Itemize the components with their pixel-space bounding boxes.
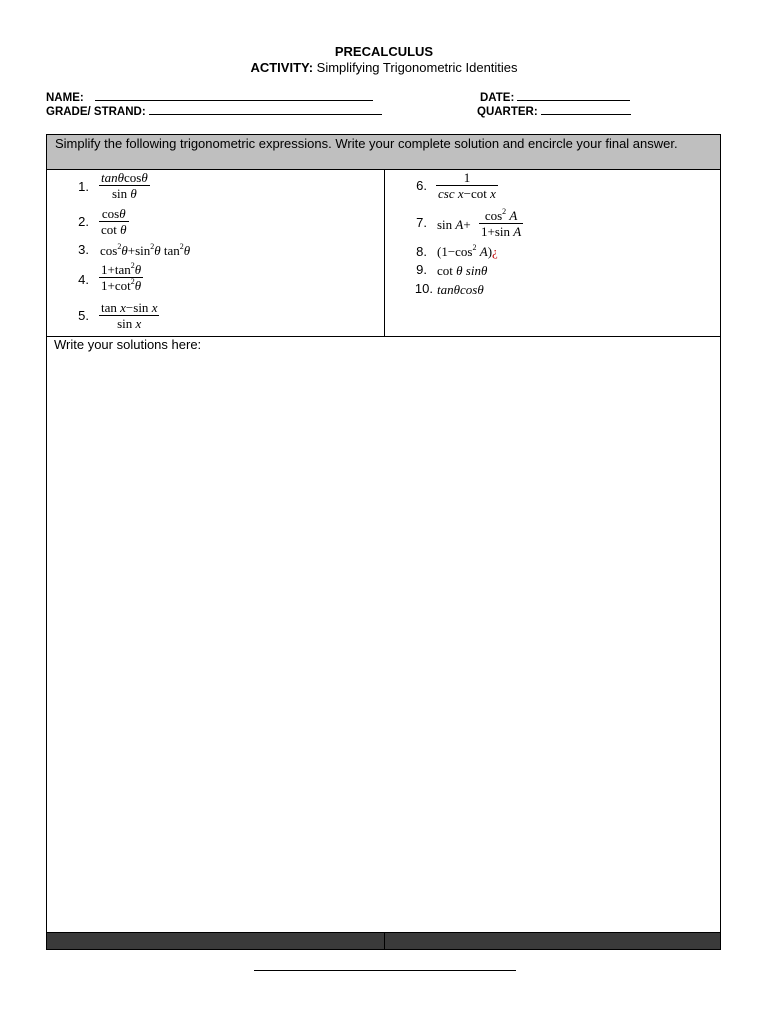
quarter-label: QUARTER: (477, 106, 538, 118)
item-number-8: 8. (416, 244, 427, 259)
quarter-blank[interactable] (541, 103, 631, 115)
expression-9: cot θ sinθ (437, 263, 488, 278)
activity-subtitle (0, 60, 768, 75)
instructions: Simplify the following trigonometric expressions. Write your complete solution and encircle your final answer. (47, 135, 720, 170)
item-number-10: 10. (414, 281, 433, 296)
signature-line (254, 970, 516, 971)
item-number-9: 9. (416, 262, 427, 277)
name-field (46, 89, 373, 104)
footer-bar (47, 932, 720, 949)
expression-4: $\frac{1+\tan^2\theta}{1+\cot^2\theta}$ (101, 261, 142, 293)
expression-5: $\frac{\text{tan x−sin x}}{\text{sin x}}$ (101, 300, 158, 331)
solutions-label: Write your solutions here: (54, 337, 202, 352)
item-number-7: 7. (416, 215, 427, 230)
footer-divider (384, 933, 385, 949)
expression-1: $\frac{\tan\theta\cos\theta}{\text{sin θ}}$ (101, 170, 148, 201)
item-number-5: 5. (78, 308, 89, 323)
problems-left-column (47, 170, 385, 337)
activity-sheet (46, 134, 721, 950)
expression-7-fraction: $\frac{\cos^2 A}{\text{1+sin A}}$ (481, 207, 522, 239)
expression-6: 1 csc x−cot x (438, 170, 496, 201)
activity-label: ACTIVITY: (250, 60, 314, 75)
item-number-4: 4. (78, 272, 89, 287)
page-title: PRECALCULUS (334, 44, 434, 59)
item-number-3: 3. (78, 242, 89, 257)
date-field (480, 89, 630, 104)
expression-2: $\frac{\cos\theta}{\text{cot θ}}$ (101, 206, 127, 237)
grade-field (46, 103, 382, 118)
item-number-1: 1. (78, 179, 89, 194)
grade-label: GRADE/ STRAND: (46, 106, 146, 118)
problems-right-column (385, 170, 720, 337)
date-blank[interactable] (517, 89, 630, 101)
grade-blank[interactable] (149, 103, 382, 115)
item-number-6: 6. (416, 178, 427, 193)
expression-8: ($1-\cos^2$ A)¿ (437, 243, 498, 259)
quarter-field (477, 103, 631, 118)
expression-7-prefix: sin A+ (437, 217, 471, 232)
item-number-2: 2. (78, 214, 89, 229)
expression-3: $\cos^2\theta+\sin^2\theta$ $\tan^2\theta$ (100, 242, 191, 258)
expression-10: tanθcosθ (437, 282, 484, 297)
name-blank[interactable] (95, 89, 373, 101)
name-label: NAME: (46, 92, 84, 104)
date-label: DATE: (480, 92, 515, 104)
activity-text: Simplifying Trigonometric Identities (316, 60, 518, 75)
